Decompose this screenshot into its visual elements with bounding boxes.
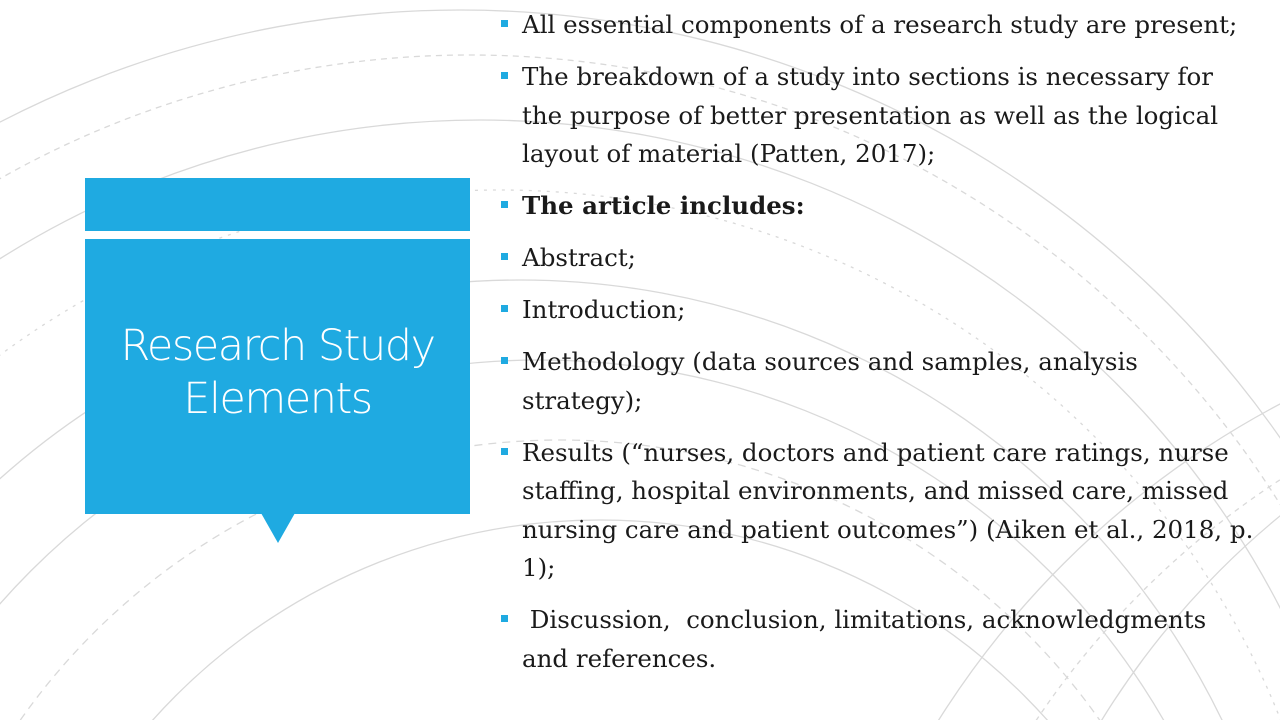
title-accent-bar bbox=[85, 178, 470, 231]
bullet-item bbox=[498, 434, 1258, 588]
bullet-text: Introduction; bbox=[522, 295, 686, 324]
slide-title-line-2: Elements bbox=[183, 373, 372, 424]
bullet-text: Methodology (data sources and samples, analysis strategy); bbox=[522, 347, 1138, 415]
title-callout bbox=[85, 239, 470, 514]
bullet-square-icon bbox=[501, 357, 508, 364]
slide-title bbox=[100, 320, 454, 426]
callout-pointer bbox=[261, 513, 295, 543]
bullet-square-icon bbox=[501, 615, 508, 622]
bullet-item bbox=[498, 291, 1258, 330]
bullet-text: The breakdown of a study into sections is necessary for the purpose of better presentation as well as the logical layout of material (Patten, 2017); bbox=[522, 62, 1219, 168]
bullet-square-icon bbox=[501, 448, 508, 455]
bullet-text: Results (“nurses, doctors and patient care ratings, nurse staffing, hospital environments, and missed care, missed nursing care and patient outcomes”) (Aiken et al., 2018, p. 1); bbox=[522, 437, 1254, 582]
slide-title-line-1: Research Study bbox=[120, 320, 435, 371]
bullet-square-icon bbox=[501, 253, 508, 260]
bullet-text: The article includes: bbox=[522, 191, 805, 220]
bullet-text: Abstract; bbox=[522, 243, 636, 272]
bullet-item bbox=[498, 58, 1258, 174]
bullet-text: All essential components of a research study are present; bbox=[522, 10, 1238, 39]
bullet-list bbox=[498, 6, 1258, 692]
bullet-item bbox=[498, 343, 1258, 420]
bullet-square-icon bbox=[501, 72, 508, 79]
bullet-item-heading bbox=[498, 187, 1258, 226]
bullet-item bbox=[498, 601, 1258, 678]
bullet-square-icon bbox=[501, 305, 508, 312]
bullet-square-icon bbox=[501, 201, 508, 208]
bullet-item bbox=[498, 239, 1258, 278]
bullet-item bbox=[498, 6, 1258, 45]
bullet-square-icon bbox=[501, 20, 508, 27]
bullet-text: Discussion, conclusion, limitations, acknowledgments and references. bbox=[522, 605, 1207, 673]
